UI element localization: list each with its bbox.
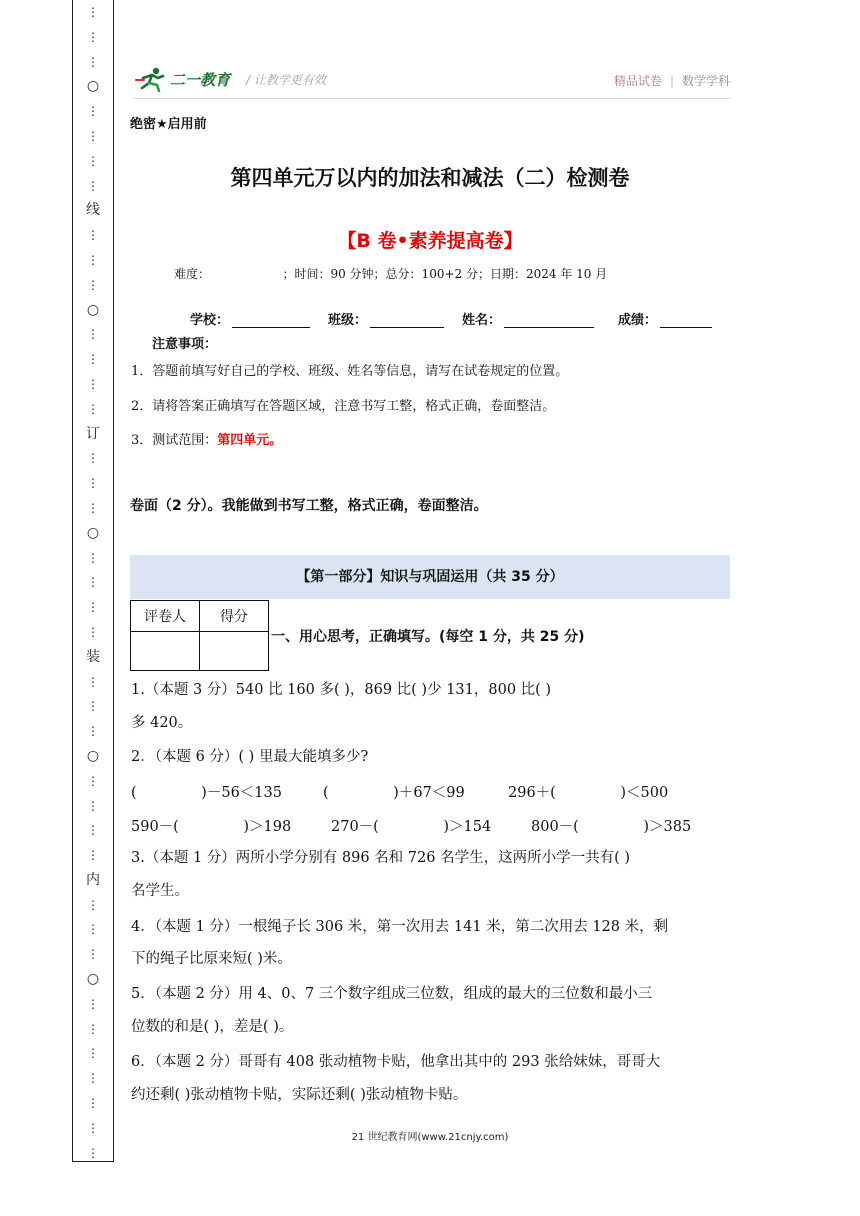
school-blank[interactable]: [232, 313, 310, 328]
binding-dot-mark: ⋮: [87, 500, 99, 515]
page-title: 第四单元万以内的加法和减法（二）检测卷: [230, 166, 630, 190]
question-3-line-1: 3.（本题 1 分）两所小学分别有 896 名和 726 名学生，这两所小学一共有( ): [131, 850, 630, 866]
student-info-row: [190, 309, 712, 328]
binding-dot-mark: ⋮: [87, 376, 99, 391]
header-separator: |: [669, 74, 674, 88]
class-label: 班级：: [328, 313, 368, 328]
q2-item: ( )＋67＜99: [323, 785, 465, 801]
score-blank[interactable]: [660, 313, 712, 328]
binding-dot-mark: ⋮: [87, 1021, 99, 1036]
binding-dot-mark: ⋮: [87, 29, 99, 44]
notice-title: 注意事项：: [152, 337, 218, 352]
binding-circle-mark: ○: [86, 524, 100, 541]
score-cell[interactable]: [200, 632, 269, 671]
header-tag: 精品试卷: [613, 74, 662, 88]
score-table: [130, 600, 269, 671]
header-subject: 数学学科: [681, 74, 730, 88]
binding-dot-mark: ⋮: [87, 575, 99, 590]
binding-dot-mark: ⋮: [87, 897, 99, 912]
notice-item: 2．请将答案正确填写在答题区域，注意书写工整，格式正确，卷面整洁。: [131, 399, 556, 414]
grader-header: 评卷人: [131, 601, 200, 632]
score-header: 得分: [200, 601, 269, 632]
question-5-line-2: 位数的和是( )，差是( )。: [131, 1019, 294, 1035]
page-subtitle: 【B 卷•素养提高卷】: [337, 230, 523, 252]
binding-dot-mark: ⋮: [87, 277, 99, 292]
binding-dot-mark: ⋮: [87, 1096, 99, 1111]
notice-item-range: [131, 429, 282, 448]
binding-dot-mark: ⋮: [87, 327, 99, 342]
binding-dot-mark: ⋮: [87, 922, 99, 937]
question-2-heading: 2．（本题 6 分）( ) 里最大能填多少?: [131, 749, 369, 765]
question-1-line-2: 多 420。: [131, 715, 193, 731]
binding-dot-mark: ⋮: [87, 1120, 99, 1135]
logo: [134, 66, 326, 92]
binding-circle-mark: ○: [86, 78, 100, 95]
binding-word-mark: 内: [86, 871, 100, 888]
question-group-heading: 一、用心思考，正确填写。(每空 1 分，共 25 分): [271, 629, 585, 645]
header-right: [614, 72, 730, 89]
question-6-line-1: 6．（本题 2 分）哥哥有 408 张动植物卡贴，他拿出其中的 293 张给妹妹，哥哥大: [131, 1054, 661, 1070]
section-title-bar: 【第一部分】知识与巩固运用（共 35 分）: [130, 555, 730, 599]
slogan: / 让教学更有效: [246, 72, 326, 87]
logo-text: 二一教育: [170, 70, 231, 89]
binding-dot-mark: ⋮: [87, 476, 99, 491]
binding-dot-mark: ⋮: [87, 401, 99, 416]
question-4-line-2: 下的绳子比原来短( )米。: [131, 951, 292, 967]
binding-dot-mark: ⋮: [87, 550, 99, 565]
binding-dot-mark: ⋮: [87, 996, 99, 1011]
binding-circle-mark: ○: [86, 747, 100, 764]
q2-item: 800－( )＞385: [531, 819, 692, 835]
binding-dot-mark: ⋮: [87, 798, 99, 813]
question-1-line-1: 1.（本题 3 分）540 比 160 多( )，869 比( )少 131，800 比( ): [131, 682, 552, 698]
binding-dot-mark: ⋮: [87, 54, 99, 69]
name-label: 姓名：: [462, 313, 502, 328]
binding-dot-mark: ⋮: [87, 5, 99, 19]
binding-dot-mark: ⋮: [87, 178, 99, 193]
name-blank[interactable]: [504, 313, 594, 328]
binding-dot-mark: ⋮: [87, 823, 99, 838]
range-value: 第四单元。: [217, 433, 283, 448]
grader-cell[interactable]: [131, 632, 200, 671]
binding-word-mark: 订: [86, 425, 100, 442]
binding-dot-mark: ⋮: [87, 153, 99, 168]
binding-dot-mark: ⋮: [87, 674, 99, 689]
range-prefix: 3．测试范围：: [131, 433, 218, 448]
notice-item: 1．答题前填写好自己的学校、班级、姓名等信息，请写在试卷规定的位置。: [131, 364, 569, 379]
binding-dot-mark: ⋮: [87, 104, 99, 119]
binding-dot-mark: ⋮: [87, 128, 99, 143]
runner-logo-icon: [134, 66, 168, 92]
binding-dot-mark: ⋮: [87, 773, 99, 788]
paper-face-note: 卷面（2 分）。我能做到书写工整，格式正确，卷面整洁。: [130, 498, 488, 514]
binding-word-mark: 装: [86, 648, 100, 665]
binding-dot-mark: ⋮: [87, 252, 99, 267]
question-3-line-2: 名学生。: [131, 883, 189, 899]
binding-circle-mark: ○: [86, 301, 100, 318]
q2-item: 590－( )＞198: [131, 819, 292, 835]
q2-item: 270－( )＞154: [331, 819, 492, 835]
binding-dot-mark: ⋮: [87, 699, 99, 714]
question-5-line-1: 5．（本题 2 分）用 4、0、7 三个数字组成三位数，组成的最大的三位数和最小三: [131, 986, 653, 1002]
question-4-line-1: 4．（本题 1 分）一根绳子长 306 米，第一次用去 141 米，第二次用去 128 米，剩: [131, 919, 669, 935]
binding-dot-mark: ⋮: [87, 724, 99, 739]
class-blank[interactable]: [370, 313, 444, 328]
binding-dot-mark: ⋮: [87, 451, 99, 466]
binding-dot-mark: ⋮: [87, 947, 99, 962]
binding-dot-mark: ⋮: [87, 1145, 99, 1160]
page-header: [134, 64, 730, 99]
secret-label: 绝密★启用前: [130, 117, 207, 132]
binding-dot-mark: ⋮: [87, 228, 99, 243]
binding-dot-mark: ⋮: [87, 600, 99, 615]
binding-circle-mark: ○: [86, 971, 100, 988]
q2-item: ( )－56＜135: [131, 785, 282, 801]
q2-item: 296＋( )＜500: [508, 785, 669, 801]
page-footer: 21 世纪教育网(www.21cnjy.com): [351, 1132, 509, 1143]
binding-dot-mark: ⋮: [87, 1046, 99, 1061]
binding-dot-mark: ⋮: [87, 352, 99, 367]
school-label: 学校：: [190, 313, 230, 328]
binding-dot-mark: ⋮: [87, 624, 99, 639]
binding-word-mark: 线: [86, 202, 100, 219]
binding-dot-mark: ⋮: [87, 848, 99, 863]
exam-info: 难度： ；时间：90 分钟；总分：100+2 分；日期：2024 年 10 月: [174, 267, 608, 281]
binding-strip: [78, 0, 108, 1190]
binding-dot-mark: ⋮: [87, 1071, 99, 1086]
score-label: 成绩：: [618, 313, 658, 328]
question-6-line-2: 约还剩( )张动植物卡贴，实际还剩( )张动植物卡贴。: [131, 1087, 468, 1103]
